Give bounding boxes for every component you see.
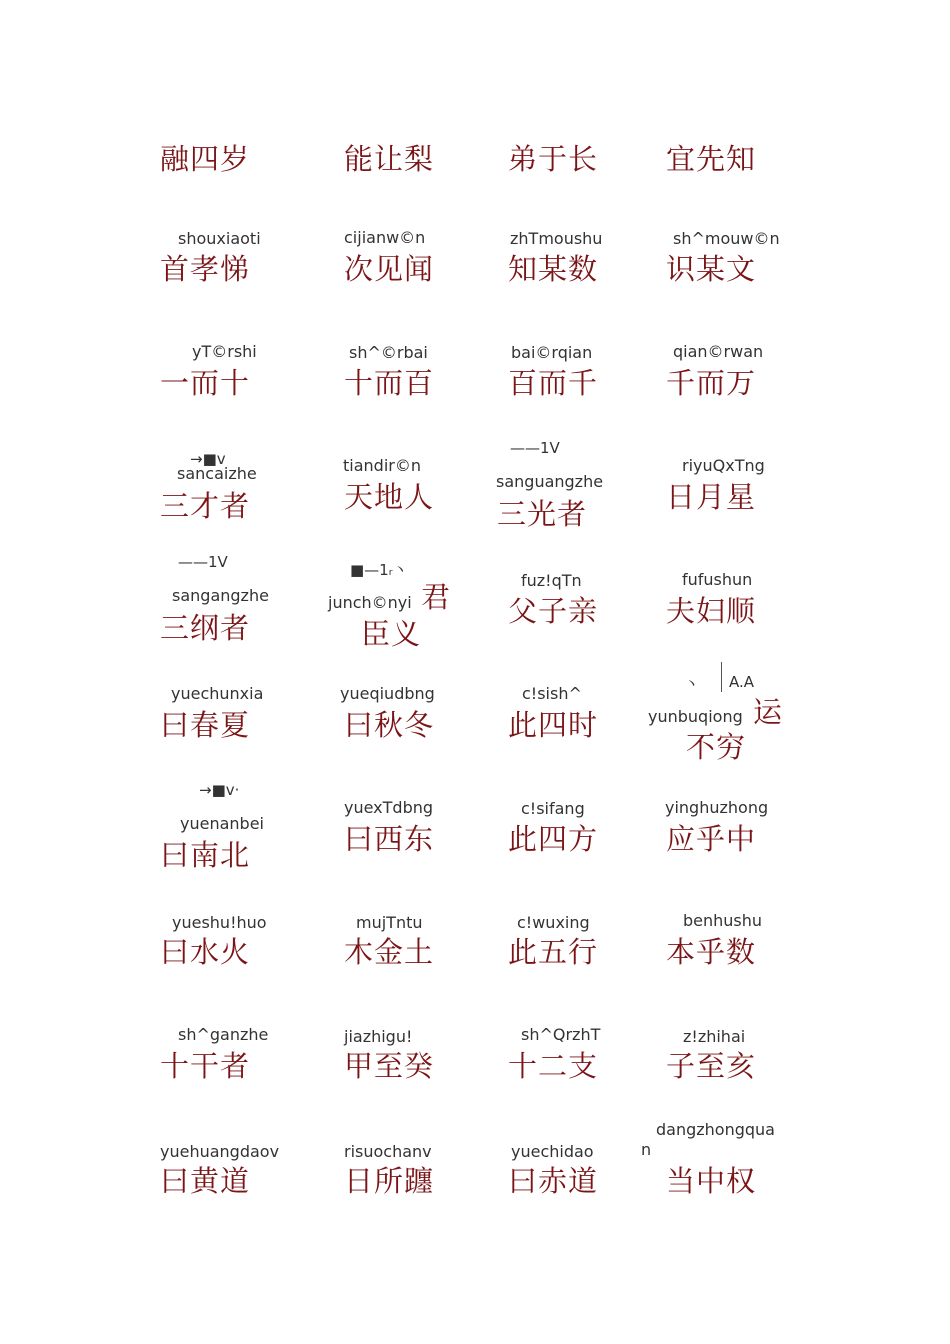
- pinyin-text: shouxiaoti: [178, 229, 261, 248]
- stroke-mark: ——1V: [178, 553, 228, 571]
- pinyin-text: yunbuqiong: [648, 707, 743, 726]
- pinyin-text: c!wuxing: [517, 913, 590, 932]
- pinyin-text: sh^ganzhe: [178, 1025, 269, 1044]
- pinyin-text: yuexTdbng: [344, 798, 434, 817]
- hanzi-text: 识某文: [666, 252, 757, 286]
- pinyin-text: sh^QrzhT: [521, 1025, 601, 1044]
- hanzi-text: 应乎中: [666, 822, 757, 856]
- vertical-stroke: [721, 662, 722, 692]
- pinyin-text: fuz!qTn: [521, 571, 582, 590]
- hanzi-text: 十干者: [160, 1049, 251, 1083]
- hanzi-text: 子至亥: [666, 1049, 757, 1083]
- pinyin-text: yueshu!huo: [172, 913, 267, 932]
- pinyin-text: c!sifang: [521, 799, 585, 818]
- hanzi-text: 曰春夏: [160, 708, 251, 742]
- hanzi-text: 此四方: [508, 822, 599, 856]
- hanzi-text: 父子亲: [508, 594, 599, 628]
- pinyin-text: yT©rshi: [192, 342, 257, 361]
- pinyin-text: dangzhongqua: [656, 1120, 775, 1139]
- pinyin-text: benhushu: [683, 911, 763, 930]
- pinyin-text: yinghuzhong: [665, 798, 769, 817]
- pinyin-text: z!zhihai: [683, 1027, 746, 1046]
- hanzi-text: 一而十: [160, 366, 251, 400]
- hanzi-text: 曰西东: [344, 822, 435, 856]
- hanzi-text: 宜先知: [666, 142, 757, 176]
- stroke-mark: →■v·: [199, 781, 240, 799]
- stroke-mark: ——1V: [510, 439, 560, 457]
- hanzi-text: 三才者: [160, 489, 251, 523]
- hanzi-text: 曰南北: [160, 838, 251, 872]
- hanzi-text: 十而百: [344, 366, 435, 400]
- stroke-mark: →■v: [190, 450, 226, 468]
- pinyin-text: sh^mouw©n: [673, 229, 780, 248]
- pinyin-text: cijianw©n: [344, 228, 426, 247]
- stroke-mark: A.A: [729, 673, 755, 691]
- hanzi-text: 十二支: [508, 1049, 599, 1083]
- pinyin-text: junch©nyi: [328, 593, 412, 612]
- hanzi-text: 曰赤道: [508, 1164, 599, 1198]
- hanzi-text: 曰黄道: [160, 1164, 251, 1198]
- pinyin-text: mujTntu: [356, 913, 423, 932]
- pinyin-text: qian©rwan: [673, 342, 764, 361]
- pinyin-text: jiazhigu!: [344, 1027, 413, 1046]
- pinyin-text: yuehuangdaov: [160, 1142, 280, 1161]
- pinyin-text: tiandir©n: [343, 456, 421, 475]
- pinyin-text: sancaizhe: [177, 464, 257, 483]
- pinyin-text: riyuQxTng: [682, 456, 765, 475]
- hanzi-text: 当中权: [666, 1164, 757, 1198]
- hanzi-text: 能让梨: [344, 142, 435, 176]
- pinyin-text: bai©rqian: [511, 343, 593, 362]
- hanzi-text: 千而万: [666, 366, 757, 400]
- pinyin-text: yuenanbei: [180, 814, 264, 833]
- hanzi-text: 次见闻: [344, 252, 435, 286]
- hanzi-text: 不穷: [686, 730, 747, 764]
- pinyin-text: yuechidao: [511, 1142, 594, 1161]
- hanzi-text: 此五行: [508, 935, 599, 969]
- hanzi-text: 日月星: [666, 480, 757, 514]
- pinyin-text: sangangzhe: [172, 586, 269, 605]
- hanzi-text: 三纲者: [160, 611, 251, 645]
- hanzi-text: 三光者: [497, 497, 588, 531]
- hanzi-text: 日所躔: [344, 1164, 435, 1198]
- stroke-mark: 丶: [684, 675, 700, 693]
- hanzi-text: 弟于长: [508, 142, 599, 176]
- hanzi-text: 木金土: [344, 935, 435, 969]
- pinyin-text: n: [641, 1140, 652, 1159]
- hanzi-text: 本乎数: [666, 935, 757, 969]
- hanzi-text: 百而千: [508, 366, 599, 400]
- hanzi-text: 曰水火: [160, 935, 251, 969]
- stroke-mark: ■—1ᵣ丶: [350, 561, 408, 579]
- hanzi-text: 此四时: [508, 708, 599, 742]
- hanzi-text: 首孝悌: [160, 252, 251, 286]
- hanzi-text: 甲至癸: [344, 1049, 435, 1083]
- pinyin-text: risuochanv: [344, 1142, 432, 1161]
- pinyin-text: sanguangzhe: [496, 472, 604, 491]
- pinyin-text: c!sish^: [522, 684, 582, 703]
- pinyin-text: fufushun: [682, 570, 753, 589]
- hanzi-text: 融四岁: [160, 142, 251, 176]
- pinyin-text: yueqiudbng: [340, 684, 435, 703]
- hanzi-text: 君: [421, 580, 452, 614]
- hanzi-text: 夫妇顺: [666, 594, 757, 628]
- pinyin-text: sh^©rbai: [349, 343, 428, 362]
- hanzi-text: 曰秋冬: [344, 708, 435, 742]
- hanzi-text: 知某数: [508, 252, 599, 286]
- hanzi-text: 臣义: [361, 617, 422, 651]
- hanzi-text: 运: [753, 695, 784, 729]
- pinyin-text: zhTmoushu: [510, 229, 603, 248]
- pinyin-text: yuechunxia: [171, 684, 264, 703]
- hanzi-text: 天地人: [344, 480, 435, 514]
